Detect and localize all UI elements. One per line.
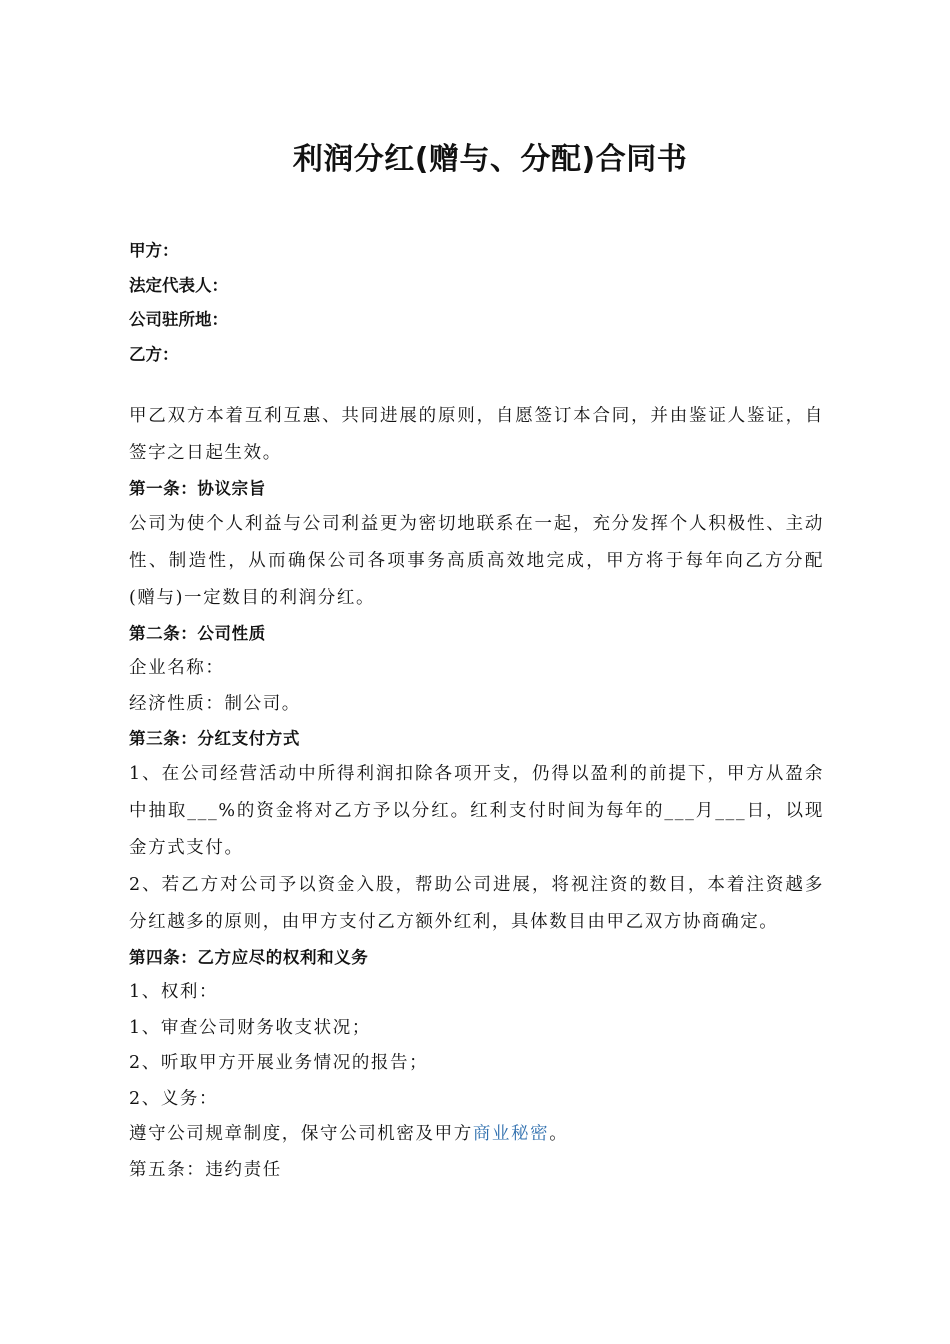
duty-line bbox=[129, 1117, 824, 1153]
economic-nature-line: 经济性质：制公司。 bbox=[129, 693, 301, 714]
article3-item1: 1、在公司经营活动中所得利润扣除各项开支，仍得以盈利的前提下，甲方从盈余中抽取___%的资金将对乙方予以分红。红利支付时间为每年的___月___日，以现金方式支付。 bbox=[129, 764, 824, 858]
party-b-label: 乙方： bbox=[129, 344, 179, 364]
party-a-label: 甲方： bbox=[129, 241, 179, 260]
company-address-label: 公司驻所地： bbox=[129, 310, 228, 329]
article1-heading: 第一条：协议宗旨 bbox=[129, 479, 266, 498]
article5-heading: 第五条：违约责任 bbox=[129, 1159, 282, 1180]
rights-label: 1、权利： bbox=[129, 982, 219, 1002]
intro-paragraph: 甲乙双方本着互利互惠、共同进展的原则，自愿签订本合同，并由鉴证人鉴证，自签字之日起生效。 bbox=[129, 406, 824, 463]
parties-block bbox=[129, 234, 829, 372]
duties-label: 2、义务： bbox=[129, 1088, 219, 1109]
duty-end: 。 bbox=[549, 1124, 569, 1144]
legal-rep-label: 法定代表人： bbox=[129, 275, 228, 295]
right-item-2: 2、听取甲方开展业务情况的报告； bbox=[129, 1053, 429, 1073]
right-item-1: 1、审查公司财务收支状况； bbox=[129, 1017, 371, 1038]
document-title: 利润分红(赠与、分配)合同书 bbox=[292, 142, 688, 177]
trade-secret-link[interactable]: 商业秘密 bbox=[472, 1124, 550, 1144]
article3-heading: 第三条：分红支付方式 bbox=[129, 729, 300, 748]
contract-body bbox=[129, 398, 824, 1188]
article2-heading: 第二条：公司性质 bbox=[129, 624, 266, 643]
article4-heading: 第四条：乙方应尽的权利和义务 bbox=[129, 948, 369, 967]
duty-text: 遵守公司规章制度，保守公司机密及甲方 bbox=[129, 1124, 473, 1144]
article1-text: 公司为使个人利益与公司利益更为密切地联系在一起，充分发挥个人积极性、主动性、制造性，从而确保公司各项事务高质高效地完成，甲方将于每年向乙方分配(赠与)一定数目的利润分红。 bbox=[129, 514, 824, 608]
article3-item2: 2、若乙方对公司予以资金入股，帮助公司进展，将视注资的数目，本着注资越多分红越多的原则，由甲方支付乙方额外红利，具体数目由甲乙双方协商确定。 bbox=[129, 875, 824, 932]
company-name-line: 企业名称： bbox=[129, 658, 225, 678]
